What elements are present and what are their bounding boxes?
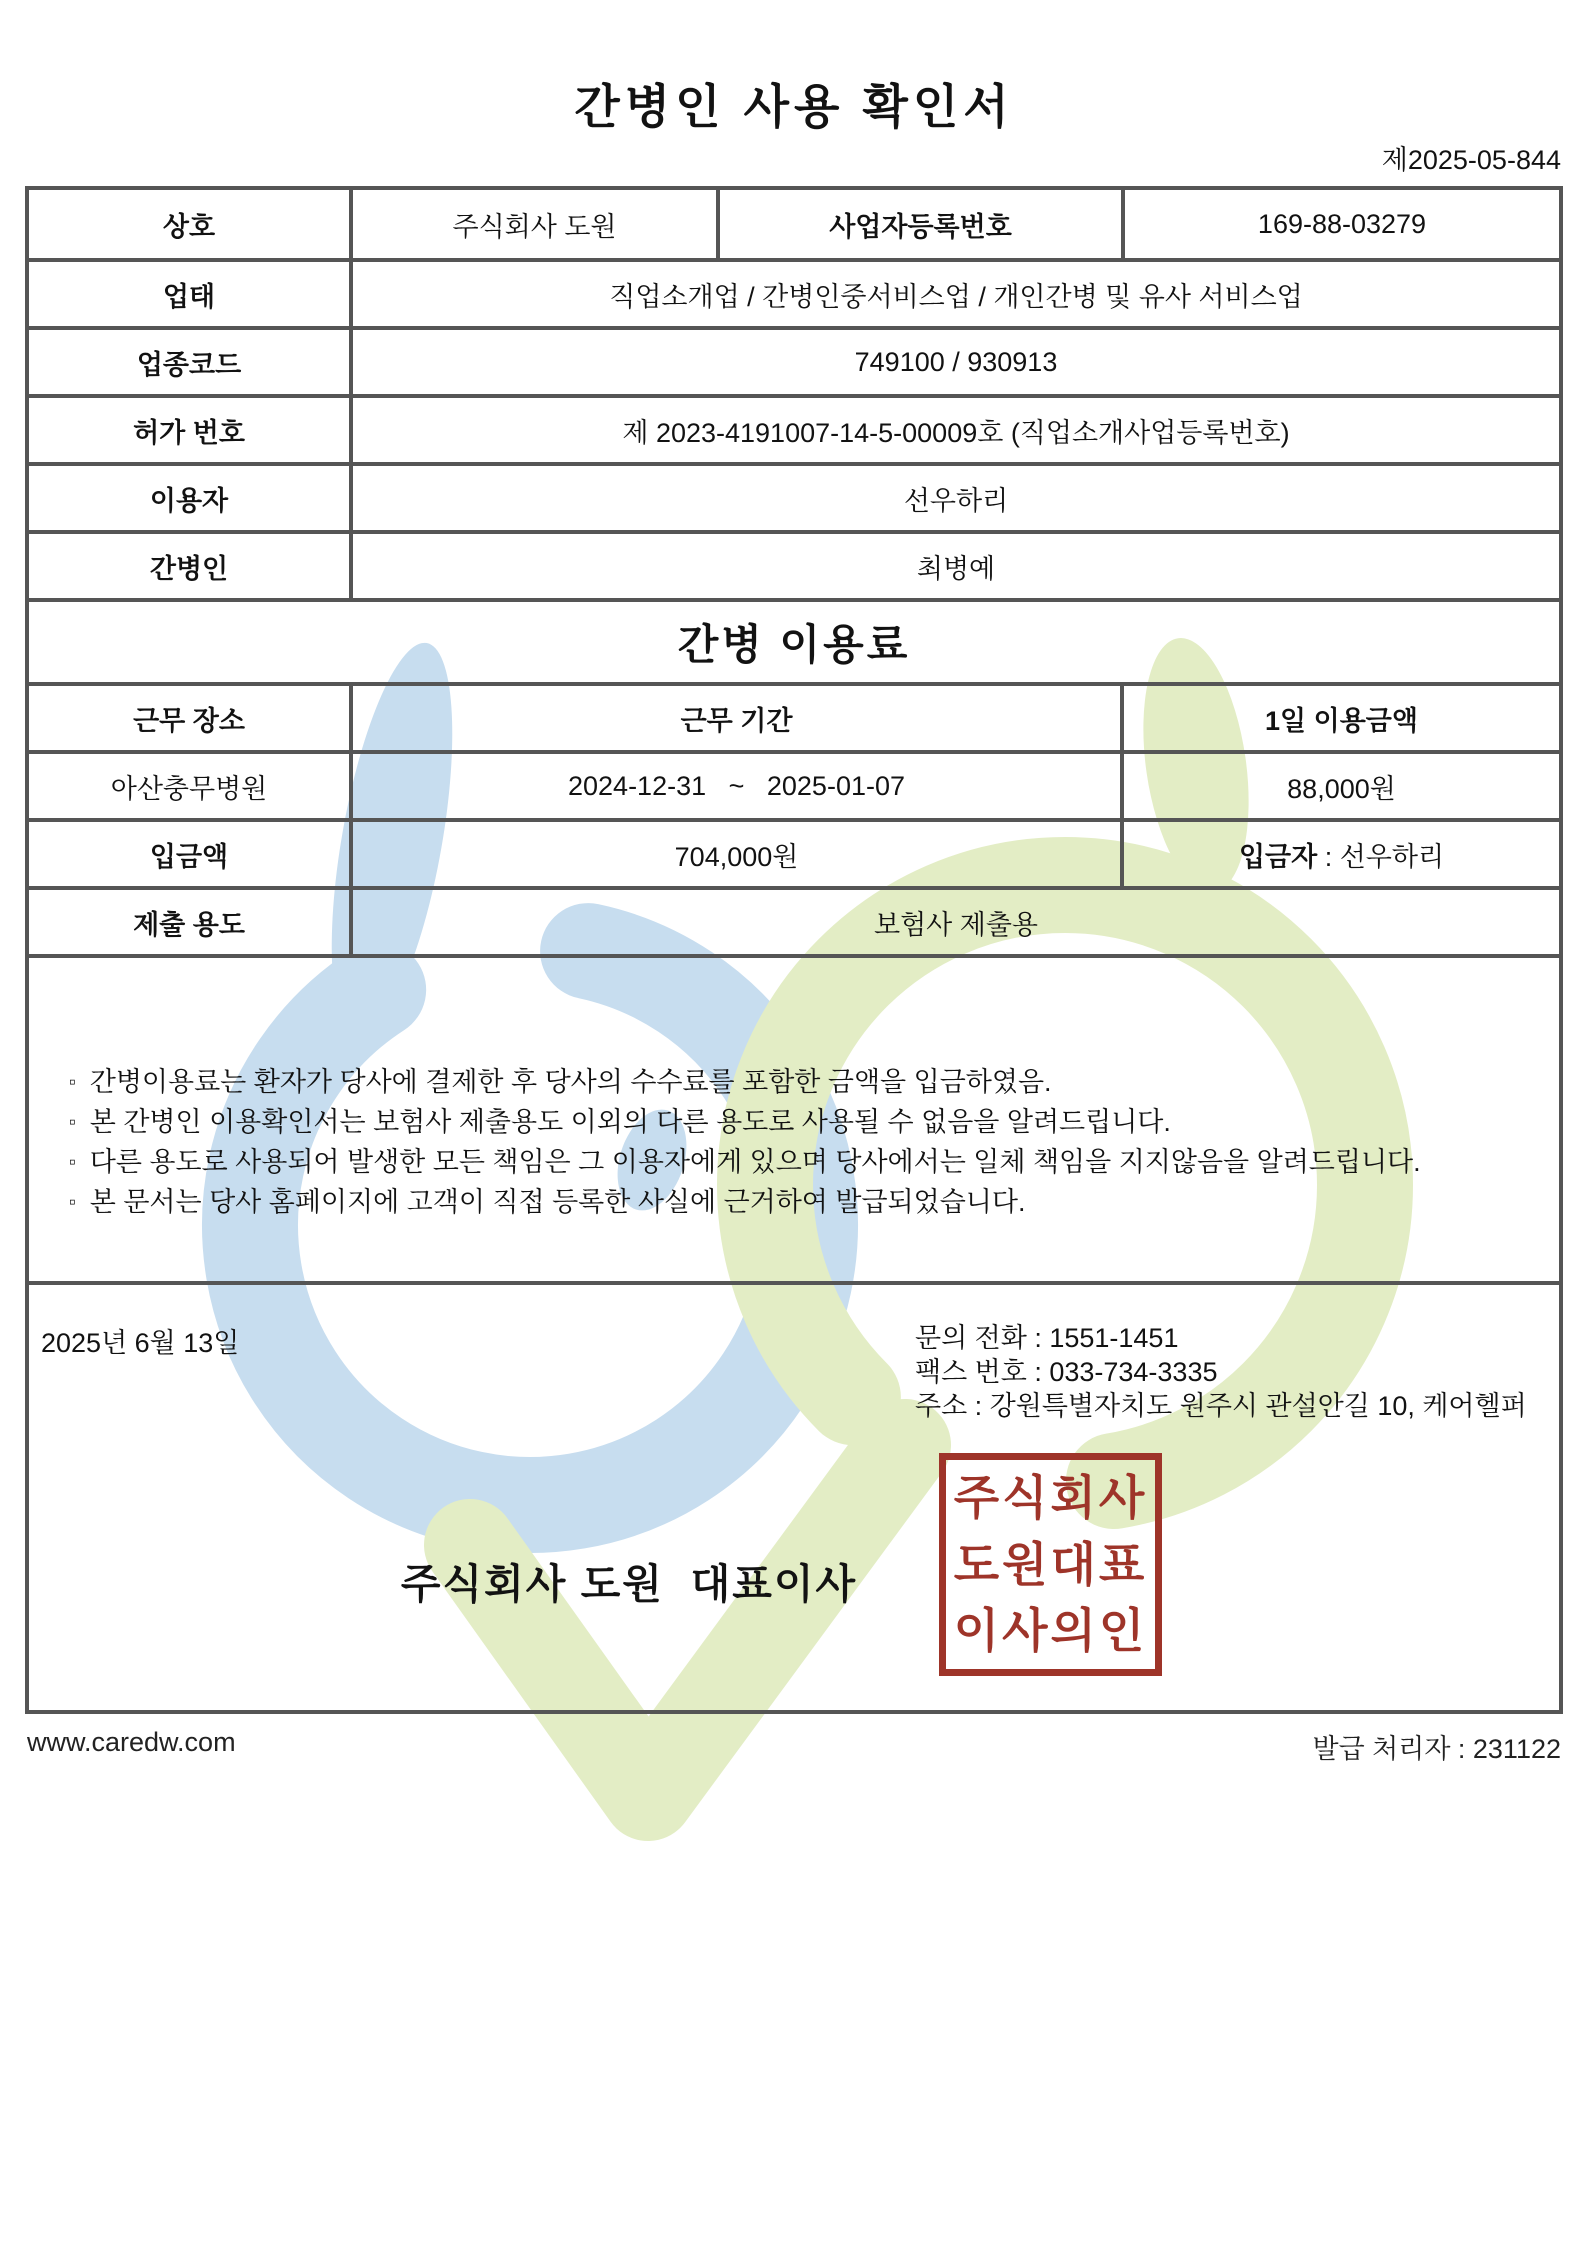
stamp-text-line: 주식회사	[953, 1470, 1148, 1524]
contact-fax: 팩스 번호 : 033-734-3335	[915, 1357, 1218, 1387]
caregiver-label: 간병인	[149, 553, 229, 584]
period-value: 2024-12-31 ~ 2025-01-07	[349, 754, 1120, 818]
issuer-id: 발급 처리자 : 231122	[1312, 1734, 1561, 1764]
company-value: 주식회사 도원	[349, 190, 716, 258]
contact-address: 주소 : 강원특별자치도 원주시 관설안길 10, 케어헬퍼	[915, 1391, 1527, 1421]
note-item	[69, 1064, 1539, 1104]
table-row-caregiver	[29, 530, 1559, 598]
note-text: 다른 용도로 사용되어 발생한 모든 책임은 그 이용자에게 있으며 당사에서는 일체 책임을 지지않음을 알려드립니다.	[89, 1147, 1421, 1177]
stamp-text-line: 이사의인	[953, 1604, 1148, 1658]
daily-fee-label: 1일 이용금액	[1120, 686, 1559, 750]
table-row-permit	[29, 394, 1559, 462]
industry-code-value: 749100 / 930913	[349, 330, 1559, 394]
notes-block	[29, 958, 1559, 1281]
caregiver-value: 최병예	[349, 534, 1559, 598]
contact-info	[915, 1321, 1527, 1423]
permit-label: 허가 번호	[133, 417, 245, 448]
user-label: 이용자	[149, 485, 229, 516]
table-row-user	[29, 462, 1559, 530]
daily-fee-value: 88,000원	[1120, 754, 1559, 818]
note-text: 본 간병인 이용확인서는 보험사 제출용도 이외의 다른 용도로 사용될 수 없음을 알려드립니다.	[89, 1107, 1171, 1137]
table-row-signature	[29, 1281, 1559, 1710]
square-bullet-icon: ▫	[69, 1112, 76, 1133]
table-row-company	[29, 190, 1559, 258]
table-row-fee-data	[29, 750, 1559, 818]
note-item	[69, 1144, 1539, 1184]
permit-value: 제 2023-4191007-14-5-00009호 (직업소개사업등록번호)	[349, 398, 1559, 462]
purpose-label: 제출 용도	[133, 909, 245, 940]
square-bullet-icon: ▫	[69, 1072, 76, 1093]
document-number: 제2025-05-844	[1381, 145, 1561, 175]
contact-phone: 문의 전화 : 1551-1451	[915, 1323, 1179, 1353]
biz-type-label: 업태	[162, 281, 216, 312]
note-text: 본 문서는 당사 홈페이지에 고객이 직접 등록한 사실에 근거하여 발급되었습니다.	[89, 1187, 1026, 1217]
corporate-seal-stamp	[939, 1453, 1162, 1676]
period-label: 근무 기간	[349, 686, 1120, 750]
issue-date: 2025년 6월 13일	[41, 1328, 240, 1358]
website-url: www.caredw.com	[27, 1727, 236, 1757]
biz-type-value: 직업소개업 / 간병인중서비스업 / 개인간병 및 유사 서비스업	[349, 262, 1559, 326]
deposit-label: 입금액	[149, 841, 229, 872]
biz-reg-label: 사업자등록번호	[716, 190, 1121, 258]
table-row-industry-code	[29, 326, 1559, 394]
square-bullet-icon: ▫	[69, 1192, 76, 1213]
industry-code-label: 업종코드	[136, 349, 242, 380]
place-value: 아산충무병원	[110, 773, 268, 804]
company-signature: 주식회사 도원 대표이사	[400, 1561, 858, 1607]
note-item	[69, 1104, 1539, 1144]
table-row-notes	[29, 954, 1559, 1281]
depositor-value	[1120, 822, 1559, 886]
confirmation-table	[25, 186, 1563, 1714]
company-label: 상호	[162, 211, 216, 242]
table-row-deposit	[29, 818, 1559, 886]
page-title: 간병인 사용 확인서	[574, 80, 1014, 133]
depositor-name: : 선우하리	[1317, 841, 1445, 872]
stamp-text-line: 도원대표	[953, 1537, 1148, 1591]
purpose-value: 보험사 제출용	[349, 890, 1559, 954]
signature-block	[29, 1285, 1559, 1710]
table-row-fee-head	[29, 682, 1559, 750]
note-text: 간병이용료는 환자가 당사에 결제한 후 당사의 수수료를 포함한 금액을 입금하였음.	[89, 1067, 1052, 1097]
place-label: 근무 장소	[133, 705, 245, 736]
user-value: 선우하리	[349, 466, 1559, 530]
table-row-biz-type	[29, 258, 1559, 326]
deposit-value: 704,000원	[349, 822, 1120, 886]
fee-section-title: 간병 이용료	[677, 621, 911, 668]
table-row-fee-header	[29, 598, 1559, 682]
biz-reg-value: 169-88-03279	[1121, 190, 1559, 258]
depositor-label: 입금자	[1238, 841, 1318, 872]
note-item	[69, 1184, 1539, 1224]
table-row-purpose	[29, 886, 1559, 954]
square-bullet-icon: ▫	[69, 1152, 76, 1173]
